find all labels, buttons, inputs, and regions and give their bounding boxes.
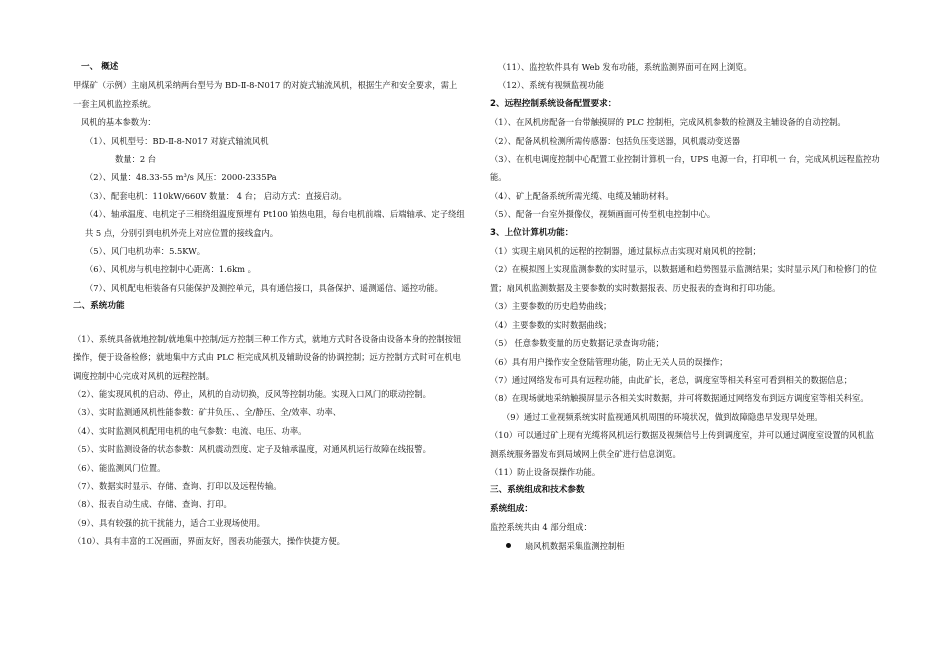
paragraph: （1）、风机型号：BD-Ⅱ-8-N017 对旋式轴流风机 [85,135,269,146]
paragraph: （11）防止设备误操作功能。 [490,466,601,477]
bullet-item [490,537,882,555]
section-heading: 一、 概述 [81,62,119,72]
paragraph: 监控系统共由 4 部分组成： [490,522,592,533]
paragraph: （1）实现主扇风机的远程的控制器，通过鼠标点击实现对扇风机的控制； [490,246,761,257]
spacer [73,316,465,330]
paragraph: （2）、配备风机检测所需传感器：包括负压变送器，风机震动变送器 [490,135,741,146]
paragraph: 数量：2 台 [115,154,157,165]
bullet-icon [506,543,511,548]
paragraph: （8）、报表自动生成、存储、查询、打印。 [73,499,232,510]
paragraph: （9）、具有较强的抗干扰能力，适合工业现场使用。 [73,517,265,528]
paragraph: （10）、具有丰富的工况画面，界面友好，图表功能强大，操作快捷方便。 [73,536,345,547]
paragraph: （3）、配套电机：110kW/660V 数量： 4 台； 启动方式：直接启动。 [85,190,347,201]
paragraph: （8）在现场就地采纳触摸屏显示各相关实时数据，并可将数据通过网络发布到远方调度室等相关科室。 [490,393,869,404]
paragraph: （7）、风机配电柜装备有只能保护及测控单元，具有通信接口，具备保护、遥测遥信、遥控功能。 [85,282,443,293]
paragraph: （1）、在风机房配备一台带触摸屏的 PLC 控制柜，完成风机参数的检测及主辅设备的自动控制。 [490,117,846,128]
paragraph: （6）具有用户操作安全登陆管理功能，防止无关人员的误操作； [490,356,728,367]
paragraph: （7）通过网络发布可具有远程功能，由此矿长，老总，调度室等相关科室可看到相关的数据信息； [490,374,853,385]
paragraph: （3）、在机电调度控制中心配置工业控制计算机一台，UPS 电源一台，打印机一 台，完成风机远程监控功能。 [490,154,880,183]
paragraph: （5）、实时监测设备的状态参数：风机震动烈度、定子及轴承温度，对通风机运行故障在线报警。 [73,444,431,455]
paragraph: （4）、轴承温度、电机定子三相绕组温度预埋有 Pt100 铂热电阻，每台电机前端、后端轴承、定子绕组共 5 点，分别引到电机外壳上对应位置的接线盒内。 [85,209,465,238]
paragraph: （5）、风门电机功率：5.5KW。 [85,246,206,257]
paragraph: 甲煤矿（示例）主扇风机采纳两台型号为 BD-Ⅱ-8-N017 的对旋式轴流风机，根据生产和安全要求，需上一套主风机监控系统。 [73,80,458,109]
section-heading: 系统组成： [490,503,533,514]
section-heading: 二、系统功能 [73,301,125,312]
section-heading: 3、上位计算机功能： [490,227,574,238]
paragraph: （10）可以通过矿上现有光缆将风机运行数据及视频信号上传到调度室，并可以通过调度室设置的风机监测系统服务器发布到局域网上供全矿进行信息浏览。 [490,430,874,459]
paragraph: 风机的基本参数为： [81,117,156,128]
paragraph: （3）主要参数的历史趋势曲线； [490,301,612,312]
paragraph: （2）在模拟图上实现监测参数的实时显示，以数据通和趋势图显示监测结果；实时显示风门和检修门的位置；扇风机监测数据及主要参数的实时数据报表、历史报表的查询和打印功能。 [490,264,877,293]
right-column [490,58,882,555]
paragraph: （2）、能实现风机的启动、停止，风机的自动切换，反风等控制功能。实现入口风门的联动控制。 [73,388,431,399]
paragraph: （4）、实时监测风机配用电机的电气参数：电流、电压、功率。 [73,425,307,436]
paragraph: （12）、系统有视频监视功能 [498,80,604,91]
left-column [73,58,465,551]
paragraph: （5） 任意参数变量的历史数据记录查询功能； [490,338,664,349]
paragraph: （6）、能监测风门位置。 [73,462,166,473]
paragraph: （2）、风量：48.33-55 m³/s 风压：2000-2335Pa [85,172,277,183]
bullet-text: 扇风机数据采集监测控制柜 [525,540,625,551]
paragraph: （9）通过工业视频系统实时监视通风机周围的环境状况，做到故障隐患早发现早处理。 [502,411,823,422]
paragraph: （7）、数据实时显示、存储、查询、打印以及远程传输。 [73,480,282,491]
paragraph: （4）主要参数的实时数据曲线； [490,319,612,330]
paragraph: （1）、系统具备就地控制/就地集中控制/远方控制三种工作方式，就地方式时各设备由设备本身的控制按钮操作，便于设备检修；就地集中方式由 PLC 柜完成风机及辅助设备的协调控制；远方控制方式时可在机电调度控制中心完成对风机的远程控制。 [73,333,462,381]
paragraph: （3）、实时监测通风机性能参数：矿井负压、、全/静压、全/效率、功率、 [73,407,342,418]
paragraph: （4）、矿上配备系统所需光缆、电缆及辅助材料。 [490,190,674,201]
paragraph: （11）、监控软件具有 Web 发布功能，系统监测界面可在网上浏览。 [498,62,752,72]
section-heading: 2、远程控制系统设备配置要求： [490,98,617,109]
paragraph: （6）、风机房与机电控制中心距离：1.6km 。 [85,264,256,275]
section-heading: 三、系统组成和技术参数 [490,485,585,496]
paragraph: （5）、配备一台室外摄像仪，视频画面可传至机电控制中心。 [490,209,716,220]
